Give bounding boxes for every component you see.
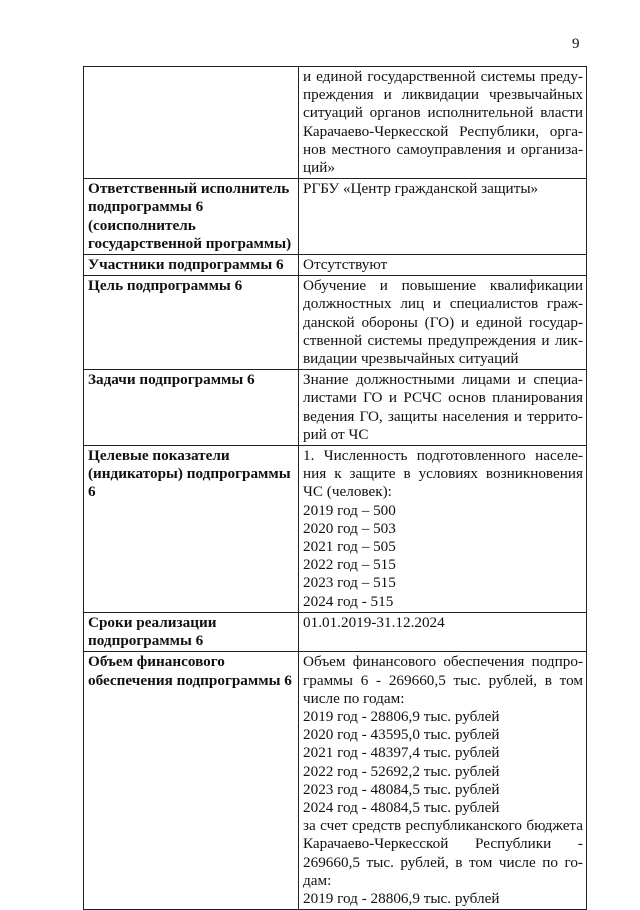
value-line: нов местного самоуправления и организа- xyxy=(303,140,583,158)
value-line: граммы 6 - 269660,5 тыс. рублей, в том xyxy=(303,671,583,689)
row-value xyxy=(299,370,587,446)
value-line: ведения ГО, защиты населения и террито- xyxy=(303,407,583,425)
table-row-target-indicators xyxy=(84,446,587,613)
value-line: РГБУ «Центр гражданской защиты» xyxy=(303,180,539,198)
value-line: 2022 год – 515 xyxy=(303,556,396,574)
value-line: 2023 год – 515 xyxy=(303,574,396,592)
row-value xyxy=(299,612,587,651)
value-line: данской обороны (ГО) и единой государ- xyxy=(303,313,583,331)
row-value xyxy=(299,179,587,255)
value-line: и единой государственной системы преду- xyxy=(303,68,583,85)
value-line: 2023 год - 48084,5 тыс. рублей xyxy=(303,780,500,798)
row-label: Объем финансового обеспечения подпрограммы 6 xyxy=(84,652,299,910)
subprogram-passport-table xyxy=(83,66,587,910)
value-line: ций» xyxy=(303,159,335,177)
value-line: 2021 год - 48397,4 тыс. рублей xyxy=(303,744,500,762)
table-row-continuation xyxy=(84,67,587,179)
table-row-implementation-period xyxy=(84,612,587,651)
value-line: Отсутствуют xyxy=(303,256,388,274)
row-value xyxy=(299,446,587,613)
value-line: ЧС (человек): xyxy=(303,483,392,501)
value-line: должностных лиц и специалистов граж- xyxy=(303,295,583,313)
value-line: Обучение и повышение квалификации xyxy=(303,277,583,295)
value-line: Знание должностными лицами и специа- xyxy=(303,371,583,389)
row-label: Сроки реализации подпрограммы 6 xyxy=(84,612,299,651)
value-line: Карачаево-Черкесской Республики, орга- xyxy=(303,122,583,140)
value-line: числе по годам: xyxy=(303,689,405,707)
value-line: 2020 год – 503 xyxy=(303,519,396,537)
value-line: 1. Численность подготовленного населе- xyxy=(303,447,583,465)
value-line: за счет средств республиканского бюджета xyxy=(303,817,583,835)
table-row-tasks xyxy=(84,370,587,446)
row-value xyxy=(299,67,587,179)
row-value xyxy=(299,652,587,910)
value-line: Карачаево-Черкесской Республики - xyxy=(303,835,583,853)
value-line: 2024 год - 48084,5 тыс. рублей xyxy=(303,798,500,816)
row-label: Целевые показатели (индикаторы) подпрограммы 6 xyxy=(84,446,299,613)
value-line: рий от ЧС xyxy=(303,425,369,443)
value-line: 2019 год – 500 xyxy=(303,501,396,519)
row-label: Цель подпрограммы 6 xyxy=(84,276,299,370)
value-line: ситуаций органов исполнительной власти xyxy=(303,104,583,122)
row-value xyxy=(299,255,587,276)
value-line: 269660,5 тыс. рублей, в том числе по го- xyxy=(303,853,583,871)
value-line: ния к защите в условиях возникновения xyxy=(303,465,583,483)
row-value xyxy=(299,276,587,370)
table-row-participants xyxy=(84,255,587,276)
value-line: 01.01.2019-31.12.2024 xyxy=(303,613,445,631)
row-label xyxy=(84,67,299,179)
value-line: видации чрезвычайных ситуаций xyxy=(303,350,519,368)
value-line: листами ГО и РСЧС основ планирования xyxy=(303,389,583,407)
value-line: 2024 год - 515 xyxy=(303,592,394,610)
value-line: 2019 год - 28806,9 тыс. рублей xyxy=(303,889,500,907)
value-line: 2021 год – 505 xyxy=(303,538,396,556)
value-line: Объем финансового обеспечения подпро- xyxy=(303,653,583,671)
value-line: дам: xyxy=(303,871,332,889)
value-line: 2019 год - 28806,9 тыс. рублей xyxy=(303,707,500,725)
page-number: 9 xyxy=(572,36,580,52)
value-line: преждения и ликвидации чрезвычайных xyxy=(303,86,583,104)
row-label: Ответственный исполнитель подпрограммы 6 (соисполнитель государственной программы) xyxy=(84,179,299,255)
value-line: 2020 год - 43595,0 тыс. рублей xyxy=(303,726,500,744)
table-row-funding-volume xyxy=(84,652,587,910)
row-label: Участники подпрограммы 6 xyxy=(84,255,299,276)
table-row-goal xyxy=(84,276,587,370)
value-line: 2022 год - 52692,2 тыс. рублей xyxy=(303,762,500,780)
row-label: Задачи подпрограммы 6 xyxy=(84,370,299,446)
table-row-responsible-executor xyxy=(84,179,587,255)
value-line: ственной системы предупреждения и лик- xyxy=(303,331,583,349)
